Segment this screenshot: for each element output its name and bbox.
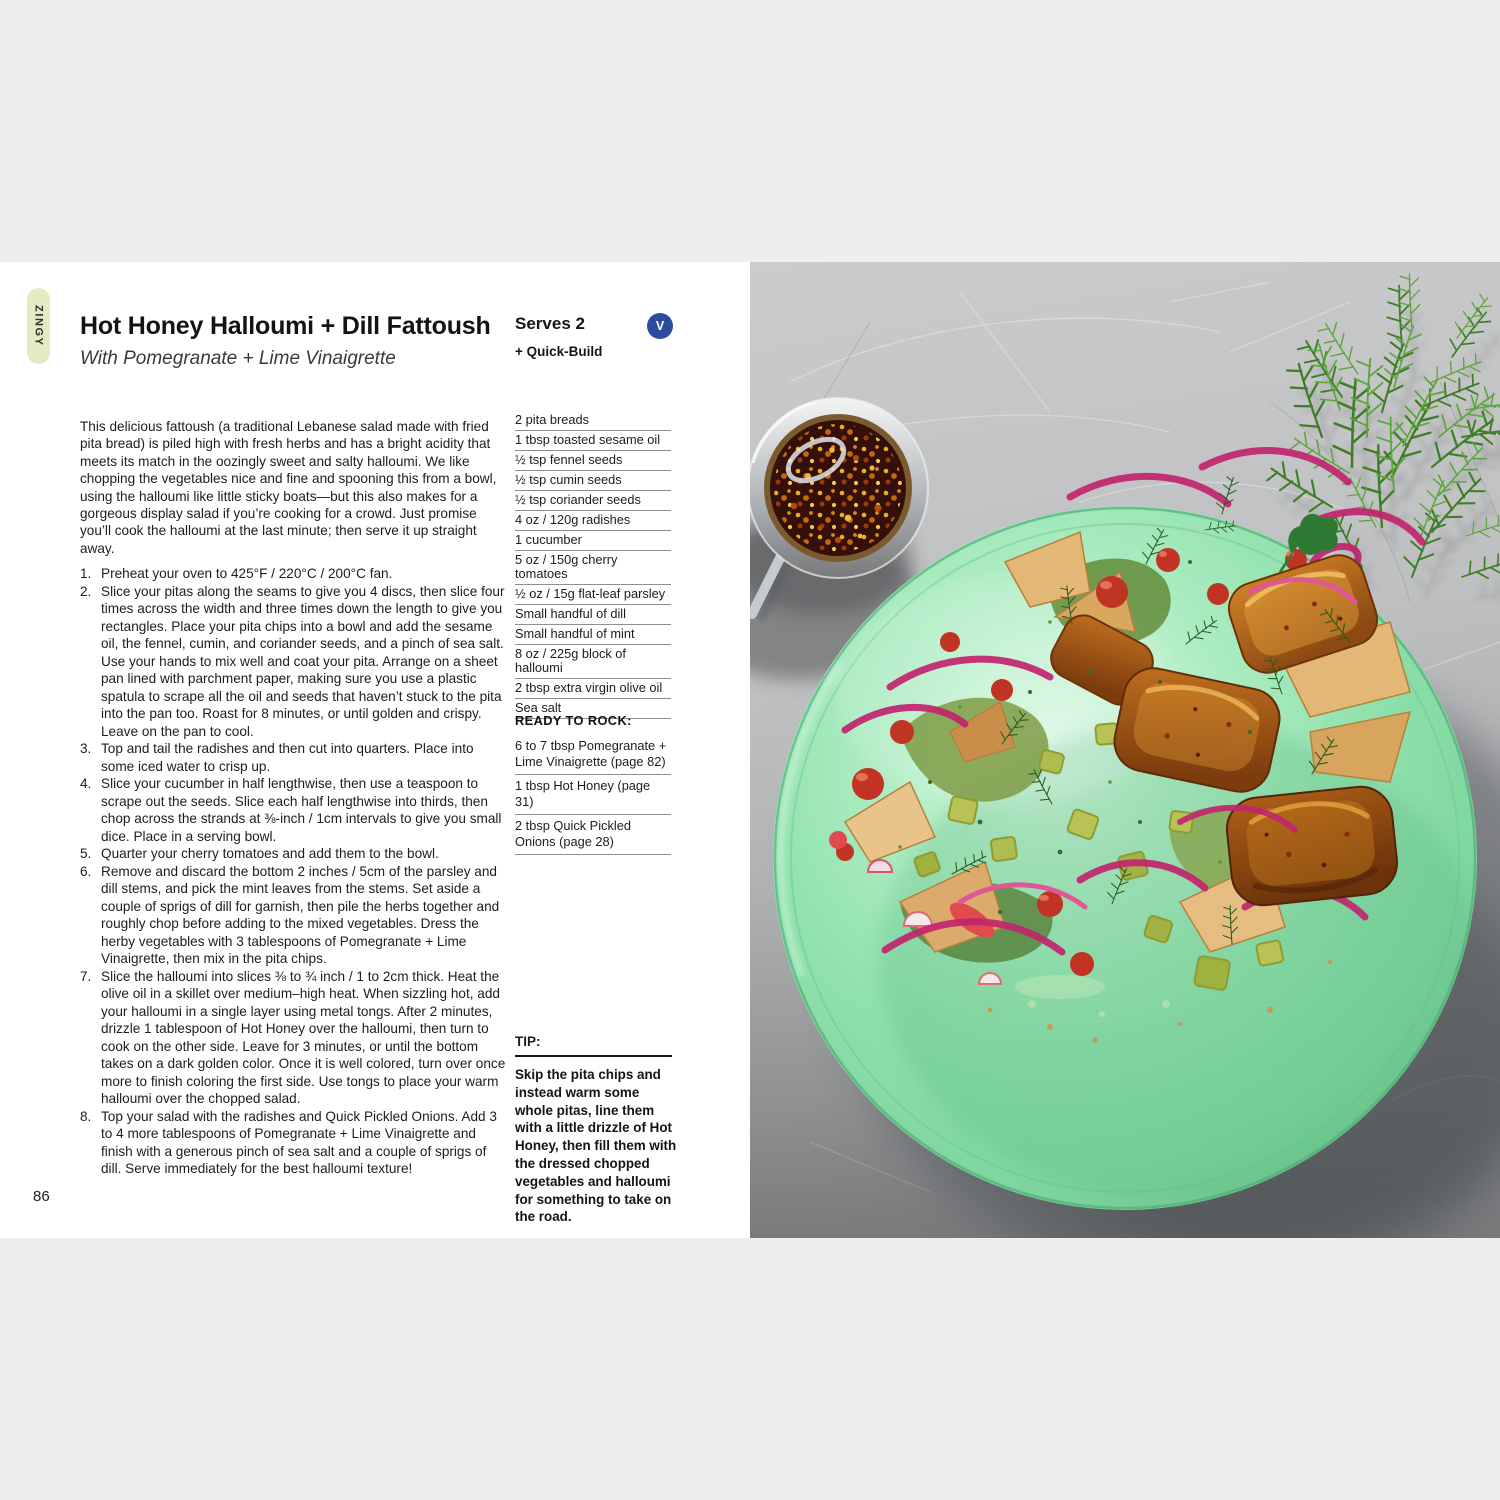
recipe-page bbox=[0, 262, 1500, 1238]
ingredient-item: 1 tbsp toasted sesame oil bbox=[515, 431, 671, 451]
ingredient-item: 2 tbsp extra virgin olive oil bbox=[515, 679, 671, 699]
ingredient-item: 4 oz / 120g radishes bbox=[515, 511, 671, 531]
step-row bbox=[80, 845, 508, 863]
tip-body: Skip the pita chips and instead warm some whole pitas, line them with a little drizzle of Hot Honey, then fill them with the dressed chopped vegetables and halloumi for something to take on the road. bbox=[515, 1067, 677, 1225]
step-row bbox=[80, 565, 508, 583]
step-number: 1. bbox=[80, 566, 92, 581]
ingredient-item: 5 oz / 150g cherry tomatoes bbox=[515, 551, 671, 585]
ingredient-item: Small handful of dill bbox=[515, 605, 671, 625]
ingredients-list bbox=[515, 411, 671, 719]
step-row bbox=[80, 583, 508, 741]
tip-heading: TIP: bbox=[515, 1034, 672, 1057]
step-text: Slice your pitas along the seams to give you 4 discs, then slice four times across the width and three times down the length to give you rectangles. Place your pita chips into a bowl and add the sesame oil, the fennel, cumin, and coriander seeds, and a pinch of sea salt. Use your hands to mix well and coat your pita. Arrange on a sheet pan lined with parchment paper, making sure you use a plastic spatula to scrape all the oil and seeds that haven’t stuck to the pita into the pan too. Roast for 8 minutes, or until golden and crispy. Leave on the pan to cool. bbox=[101, 583, 505, 739]
step-text: Quarter your cherry tomatoes and add them to the bowl. bbox=[101, 846, 439, 861]
step-number: 3. bbox=[80, 741, 92, 756]
step-text: Top your salad with the radishes and Quick Pickled Onions. Add 3 to 4 more tablespoons of Pomegranate + Lime Vinaigrette and finish with a generous pinch of sea salt and a couple of sprigs of dill. Serve immediately for the best halloumi texture! bbox=[101, 1108, 497, 1176]
serves-label: Serves 2 bbox=[515, 314, 585, 333]
step-text: Slice your cucumber in half lengthwise, then use a teaspoon to scrape out the seeds. Slice each half lengthwise into thirds, then chop across the strands at ⅜-inch / 1cm intervals to give you small dice. Place in a serving bowl. bbox=[101, 776, 502, 844]
step-row bbox=[80, 968, 508, 1108]
vegetarian-badge bbox=[647, 313, 673, 339]
ready-to-rock-item: 6 to 7 tbsp Pomegranate + Lime Vinaigrette (page 82) bbox=[515, 735, 671, 775]
chili-oil-bowl bbox=[750, 398, 928, 578]
ingredient-item: 2 pita breads bbox=[515, 411, 671, 431]
page-number: 86 bbox=[33, 1188, 50, 1205]
ingredient-item: 8 oz / 225g block of halloumi bbox=[515, 645, 671, 679]
step-row bbox=[80, 1108, 508, 1178]
ready-to-rock-heading: READY TO ROCK: bbox=[515, 713, 632, 728]
step-number: 8. bbox=[80, 1108, 92, 1124]
ingredient-item: ½ tsp cumin seeds bbox=[515, 471, 671, 491]
step-number: 5. bbox=[80, 846, 92, 861]
vegetarian-badge-letter: V bbox=[655, 319, 665, 333]
step-row bbox=[80, 863, 508, 968]
step-text: Remove and discard the bottom 2 inches / 5cm of the parsley and dill stems, and pick the mint leaves from the stems. Set aside a couple of sprigs of dill for garnish, then pile the herbs together and roughly chop before adding to the mixed vegetables. Dress the herby vegetables with 3 tablespoons of Pomegranate + Lime Vinaigrette, then mix in the pita chips. bbox=[101, 863, 500, 966]
recipe-title: Hot Honey Halloumi + Dill Fattoush bbox=[80, 312, 491, 340]
ingredient-item: Small handful of mint bbox=[515, 625, 671, 645]
step-row bbox=[80, 740, 508, 775]
step-number: 7. bbox=[80, 968, 92, 984]
ingredient-item: ½ tsp fennel seeds bbox=[515, 451, 671, 471]
ready-to-rock-item: 2 tbsp Quick Pickled Onions (page 28) bbox=[515, 815, 671, 855]
step-row bbox=[80, 775, 508, 845]
step-number: 4. bbox=[80, 776, 92, 791]
ready-to-rock-item: 1 tbsp Hot Honey (page 31) bbox=[515, 775, 671, 815]
ingredient-item: ½ tsp coriander seeds bbox=[515, 491, 671, 511]
ingredient-item: 1 cucumber bbox=[515, 531, 671, 551]
step-text: Top and tail the radishes and then cut into quarters. Place into some iced water to crisp up. bbox=[101, 741, 474, 774]
tip-section bbox=[515, 1034, 677, 1226]
food-photo bbox=[750, 262, 1500, 1238]
step-number: 6. bbox=[80, 863, 92, 879]
ready-to-rock-section bbox=[515, 713, 671, 855]
method-steps bbox=[80, 565, 508, 1178]
recipe-subtitle: With Pomegranate + Lime Vinaigrette bbox=[80, 348, 396, 369]
chapter-tab-label: ZINGY bbox=[32, 305, 45, 347]
step-number: 2. bbox=[80, 583, 92, 599]
recipe-intro: This delicious fattoush (a traditional Lebanese salad made with fried pita bread) is piled high with fresh herbs and has a bright acidity that meets its match in the oozingly sweet and salty halloumi. We like chopping the vegetables nice and fine and spooning this from a bowl, using the halloumi like little sticky boats—but this also makes for a gorgeous display salad if you’re cooking for a crowd. Just promise you’ll cook the halloumi at the last minute; then serve it up straight away. bbox=[80, 419, 497, 556]
step-text: Preheat your oven to 425°F / 220°C / 200°C fan. bbox=[101, 566, 393, 581]
step-text: Slice the halloumi into slices ⅜ to ¾ inch / 1 to 2cm thick. Heat the olive oil in a skillet over medium–high heat. When sizzling hot, add your halloumi in a single layer using metal tongs. After 2 minutes, drizzle 1 tablespoon of Hot Honey over the halloumi, then turn to cook on the other side. Leave for 3 minutes, or until the bottom takes on a dark golden color. Once it is well colored, turn over once more to finish coloring the first side. Use tongs to place your warm halloumi over the chopped salad. bbox=[101, 968, 506, 1106]
ingredient-item: Sea salt bbox=[515, 699, 671, 719]
chapter-tab bbox=[27, 288, 50, 364]
ingredient-item: ½ oz / 15g flat-leaf parsley bbox=[515, 585, 671, 605]
quick-build-label: + Quick-Build bbox=[515, 344, 603, 359]
